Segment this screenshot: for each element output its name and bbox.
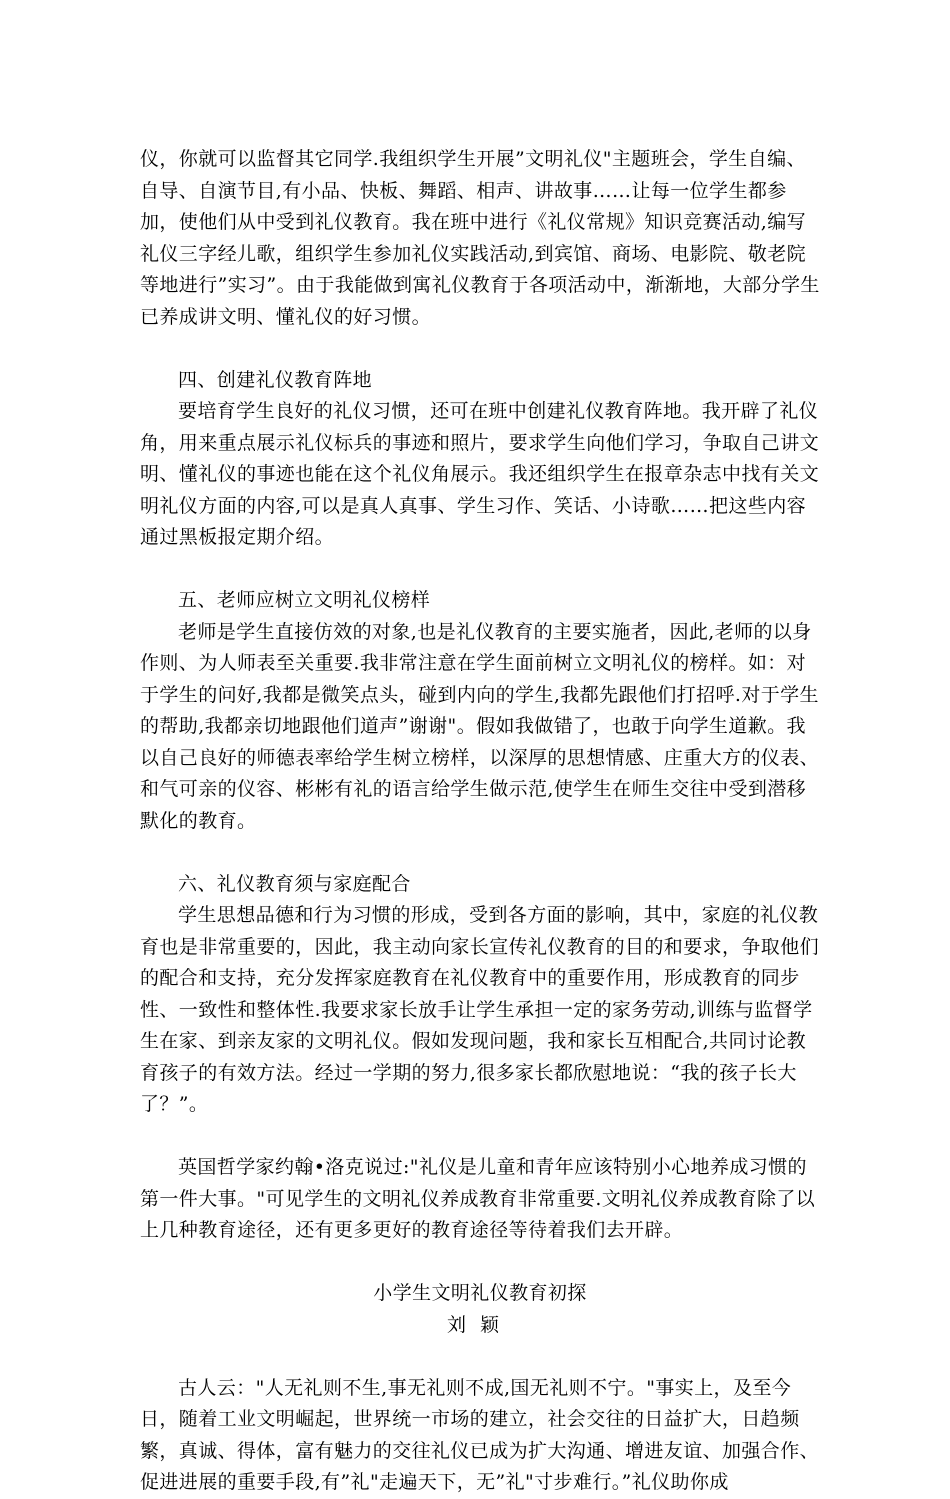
section-heading-6: 六、礼仪教育须与家庭配合 <box>178 872 411 895</box>
paragraph-section-6: 学生思想品德和行为习惯的形成，受到各方面的影响，其中，家庭的礼仪教育也是非常重要的，因此，我主动向家长宣传礼仪教育的目的和要求，争取他们的配合和支持，充分发挥家庭教育在礼仪教育中的重要作用，形成教育的同步性、一致性和整体性.我要求家长放手让学生承担一定的家务劳动,训练与监督学生在家、到亲友家的文明礼仪。假如发现问题，我和家长互相配合,共同讨论教育孩子的有效方法。经过一学期的努力,很多家长都欣慰地说：“我的孩子长大了？”。 <box>140 904 820 1115</box>
document-page <box>140 144 820 1499</box>
paragraph-gap <box>140 837 820 869</box>
paragraph-gap <box>140 554 820 586</box>
paragraph-conclusion: 英国哲学家约翰•洛克说过:"礼仪是儿童和青年应该特别小心地养成习惯的第一件大事。"可见学生的文明礼仪养成教育非常重要.文明礼仪养成教育除了以上几种教育途径，还有更多更好的教育途径等待着我们去开辟。 <box>140 1156 816 1241</box>
paragraph-gap <box>140 1121 820 1153</box>
paragraph-section-4: 要培育学生良好的礼仪习惯，还可在班中创建礼仪教育阵地。我开辟了礼仪角，用来重点展示礼仪标兵的事迹和照片，要求学生向他们学习，争取自己讲文明、懂礼仪的事迹也能在这个礼仪角展示。我还组织学生在报章杂志中找有关文明礼仪方面的内容,可以是真人真事、学生习作、笑话、小诗歌……把这些内容通过黑板报定期介绍。 <box>140 400 820 548</box>
section-heading-5: 五、老师应树立文明礼仪榜样 <box>178 589 431 611</box>
paragraph-article-intro: 古人云："人无礼则不生,事无礼则不成,国无礼则不宁。"事实上，及至今日，随着工业文明崛起，世界统一市场的建立，社会交往的日益扩大，日趋频繁，真诚、得体，富有魅力的交往礼仪已成为扩大沟通、增进友谊、加强合作、促进进展的重要手段,有”礼"走遍天下，无”礼"寸步难行。”礼仪助你成 <box>140 1376 820 1493</box>
article-author: 刘颖 <box>446 1313 513 1336</box>
paragraph-gap <box>140 1247 820 1279</box>
paragraph-gap <box>140 1341 820 1373</box>
section-heading-4: 四、创建礼仪教育阵地 <box>178 368 373 391</box>
article-title: 小学生文明礼仪教育初探 <box>373 1282 587 1304</box>
paragraph-gap <box>140 333 820 365</box>
paragraph-continued: 仪，你就可以监督其它同学.我组织学生开展”文明礼仪"主题班会，学生自编、自导、自演节目,有小品、快板、舞蹈、相声、讲故事……让每一位学生都参加，使他们从中受到礼仪教育。我在班中进行《礼仪常规》知识竞赛活动,编写礼仪三字经儿歌，组织学生参加礼仪实践活动,到宾馆、商场、电影院、敬老院等地进行”实习”。由于我能做到寓礼仪教育于各项活动中，渐渐地，大部分学生已养成讲文明、懂礼仪的好习惯。 <box>140 148 820 328</box>
paragraph-section-5: 老师是学生直接仿效的对象,也是礼仪教育的主要实施者，因此,老师的以身作则、为人师表至关重要.我非常注意在学生面前树立文明礼仪的榜样。如：对于学生的问好,我都是微笑点头，碰到内向的学生,我都先跟他们打招呼.对于学生的帮助,我都亲切地跟他们道声”谢谢"。假如我做错了，也敢于向学生道歉。我以自己良好的师德表率给学生树立榜样，以深厚的思想情感、庄重大方的仪表、和气可亲的仪容、彬彬有礼的语言给学生做示范,使学生在师生交往中受到潜移默化的教育。 <box>140 620 820 832</box>
